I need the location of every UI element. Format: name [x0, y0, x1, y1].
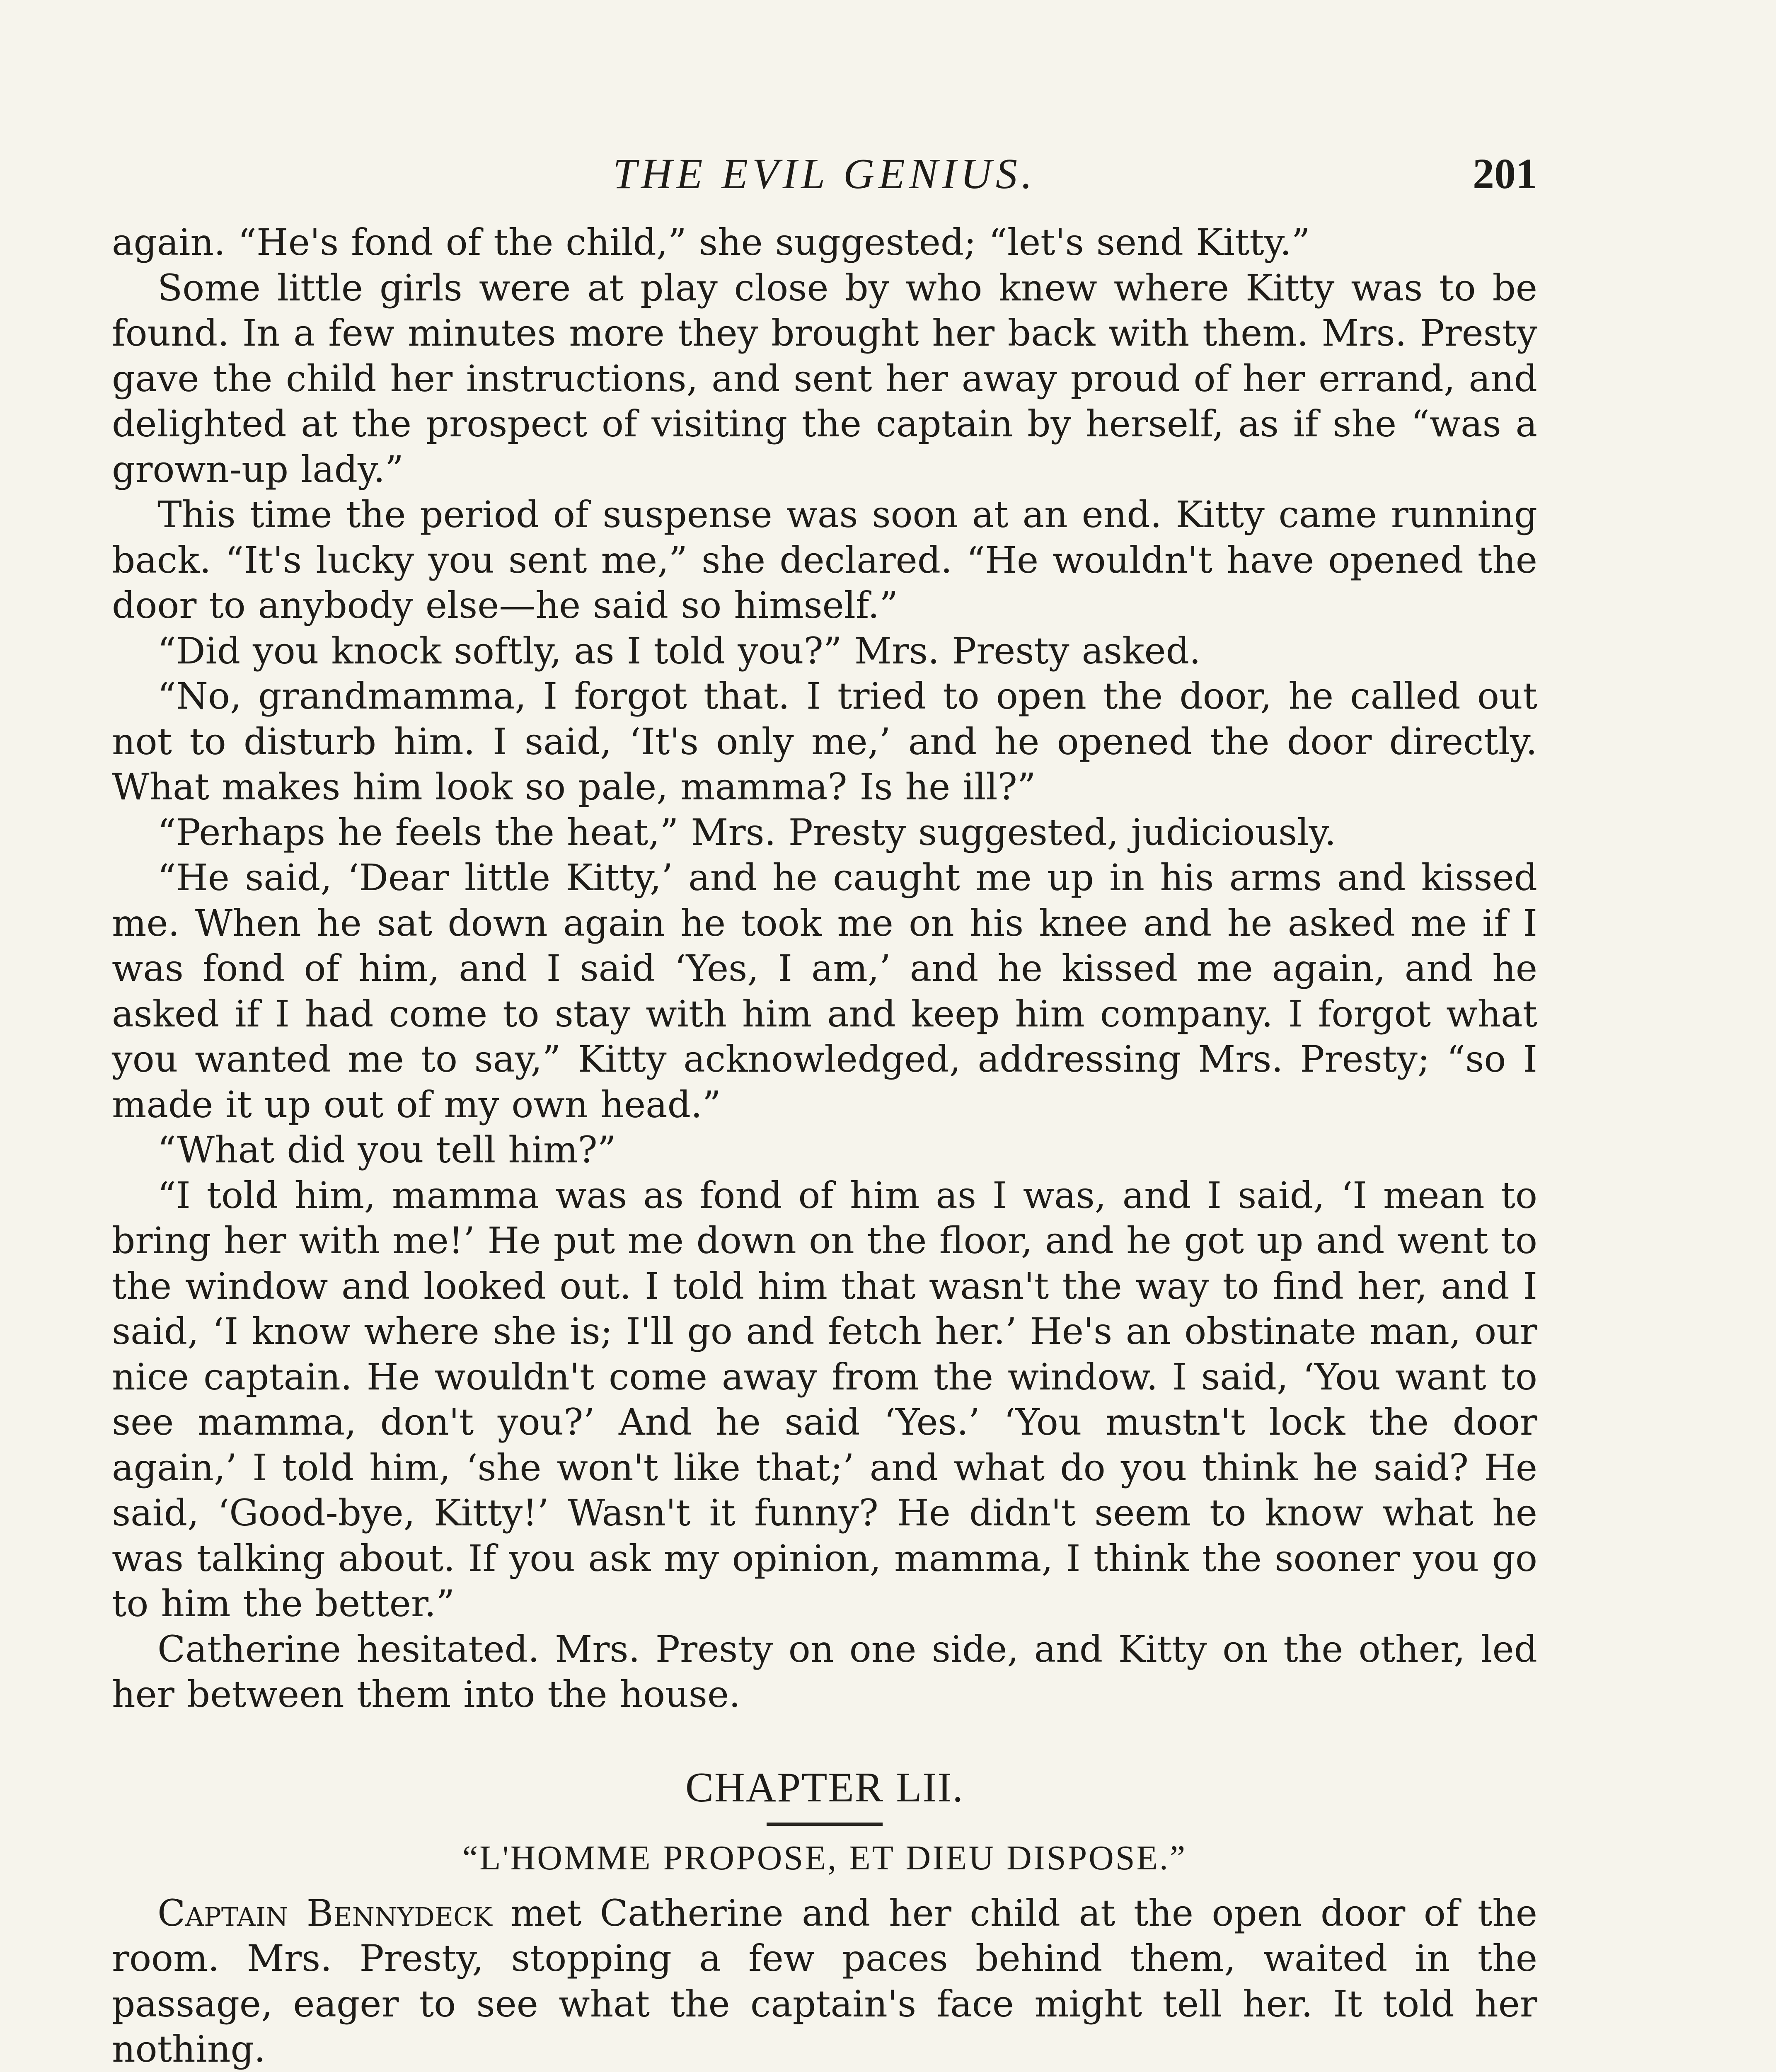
paragraph: Some little girls were at play close by who knew where Kitty was to be found. In a few minutes more they brought her back with them. Mrs. Presty gave the child her instructions, and sent her away proud of her errand, and delighted at the prospect of visiting the captain by herself, as if she “was a grown-up lady.”	[112, 266, 1537, 491]
body-text	[112, 220, 1537, 2072]
paragraph: “No, grandmamma, I forgot that. I tried to open the door, he called out not to disturb him. I said, ‘It's only me,’ and he opened the door directly. What makes him look so pale, mamma? Is he ill?”	[112, 675, 1537, 808]
paragraph: This time the period of suspense was soon at an end. Kitty came running back. “It's lucky you sent me,” she declared. “He wouldn't have opened the door to anybody else—he said so himself.”	[112, 493, 1537, 627]
paragraph: “I told him, mamma was as fond of him as I was, and I said, ‘I mean to bring her with me!’ He put me down on the floor, and he got up and went to the window and looked out. I told him that wasn't the way to find her, and I said, ‘I know where she is; I'll go and fetch her.’ He's an obstinate man, our nice captain. He wouldn't come away from the window. I said, ‘You want to see mamma, don't you?’ And he said ‘Yes.’ ‘You mustn't lock the door again,’ I told him, ‘she won't like that;’ and what do you think he said? He said, ‘Good-bye, Kitty!’ Wasn't it funny? He didn't seem to know what he was talking about. If you ask my opinion, mamma, I think the sooner you go to him the better.”	[112, 1174, 1537, 1625]
chapter-title: CHAPTER LII.	[685, 1764, 964, 1811]
chapter-opening-paragraph	[112, 1890, 1537, 2072]
paragraph: again. “He's fond of the child,” she suggested; “let's send Kitty.”	[112, 221, 1310, 264]
chapter-subtitle: “L'HOMME PROPOSE, ET DIEU DISPOSE.”	[462, 1838, 1187, 1877]
chapter-heading	[112, 1763, 1537, 1879]
paragraph: “He said, ‘Dear little Kitty,’ and he caught me up in his arms and kissed me. When he sat down again he took me on his knee and he asked me if I was fond of him, and I said ‘Yes, I am,’ and he kissed me again, and he asked if I had come to stay with him and keep him company. I forgot what you wanted me to say,” Kitty acknowledged, addressing Mrs. Presty; “so I made it up out of my own head.”	[112, 856, 1537, 1126]
page-number: 201	[1473, 150, 1537, 198]
running-title: THE EVIL GENIUS.	[613, 150, 1036, 198]
book-page	[112, 141, 1537, 2072]
paragraph: “What did you tell him?”	[157, 1128, 616, 1171]
chapter-opening-text: met Catherine and her child at the open door of the room. Mrs. Presty, stopping a few paces behind them, waited in the passage, eager to see what the captain's face might tell her. It told her nothing.	[112, 1891, 1537, 2070]
paragraph: “Did you knock softly, as I told you?” Mrs. Presty asked.	[157, 629, 1201, 672]
paragraph: “Perhaps he feels the heat,” Mrs. Presty suggested, judiciously.	[157, 811, 1336, 854]
chapter-rule	[767, 1823, 883, 1826]
running-header	[112, 141, 1537, 203]
chapter-lead-in: Captain Bennydeck	[157, 1891, 492, 1934]
paragraph: Catherine hesitated. Mrs. Presty on one side, and Kitty on the other, led her between them into the house.	[112, 1627, 1537, 1716]
chapter-body	[112, 1890, 1537, 2072]
